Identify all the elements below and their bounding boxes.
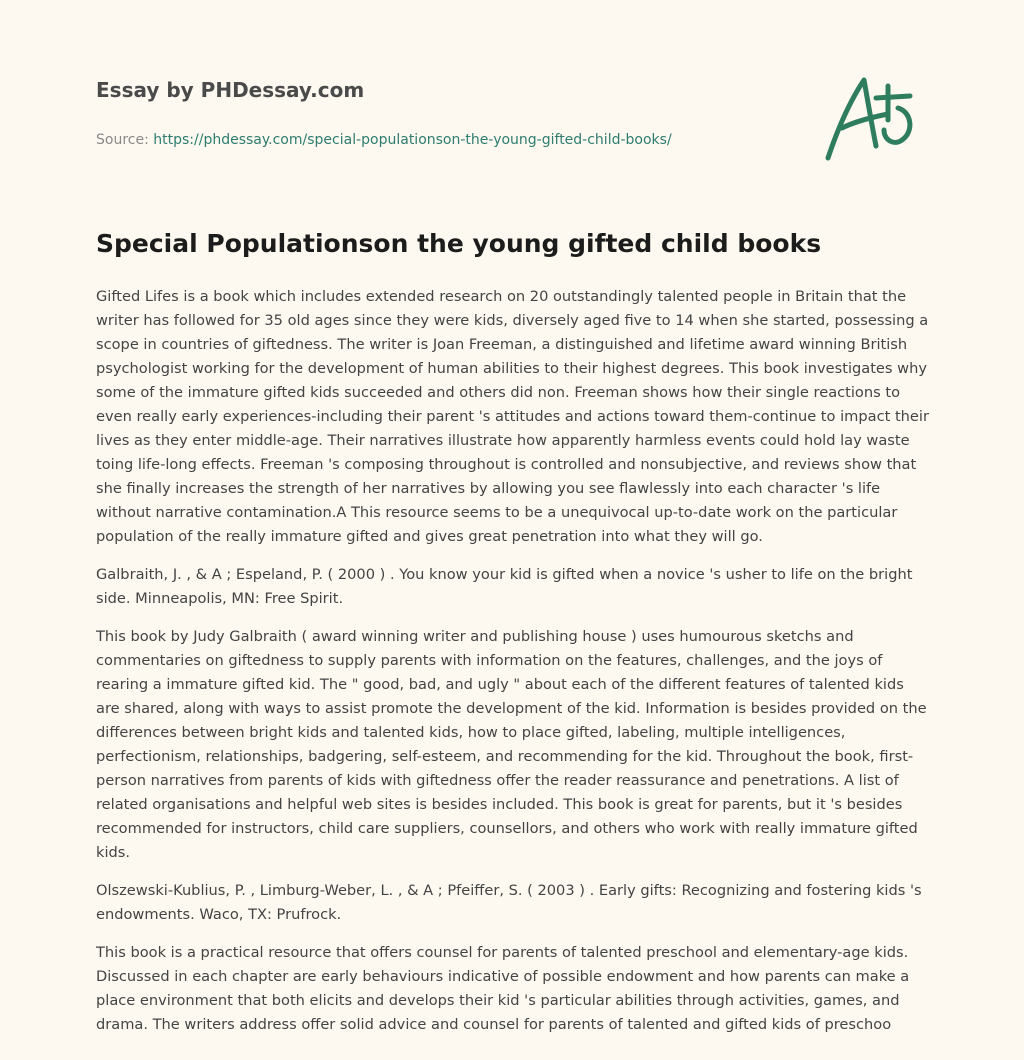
brand-title: Essay by PHDessay.com xyxy=(96,78,365,102)
paragraph: Gifted Lifes is a book which includes extended research on 20 outstandingly talented people in Britain that the writer has followed for 35 old ages since they were kids, diversely aged five to 14 when she started, possessing a scope in countries of giftedness. The writer is Joan Freeman, a distinguished and lifetime award winning British psychologist working for the development of human abilities to their highest degrees. This book investigates why some of the immature gifted kids succeeded and others did non. Freeman shows how their single reactions to even really early experiences-including their parent 's attitudes and actions toward them-continue to impact their lives as they enter middle-age. Their narratives illustrate how apparently harmless events could hold lay waste toing life-long effects. Freeman 's composing throughout is controlled and nonsubjective, and reviews show that she finally increases the strength of her narratives by allowing you see flawlessly into each character 's life without narrative contamination.A This resource seems to be a unequivocal up-to-date work on the particular population of the really immature gifted and gives great penetration into what they will go. xyxy=(96,288,929,545)
article-title: Special Populationson the young gifted child books xyxy=(96,229,822,258)
article-body xyxy=(96,285,930,1051)
source-label: Source: xyxy=(96,132,149,148)
paragraph: Galbraith, J. , & A ; Espeland, P. ( 2000 ) . You know your kid is gifted when a novice 's usher to life on the bright side. Minneapolis, MN: Free Spirit. xyxy=(96,566,913,607)
source-link[interactable]: https://phdessay.com/special-populationson-the-young-gifted-child-books/ xyxy=(153,132,672,148)
page-header xyxy=(96,74,796,150)
a-plus-logo-icon xyxy=(818,68,930,164)
paragraph: This book by Judy Galbraith ( award winning writer and publishing house ) uses humourous sketchs and commentaries on giftedness to supply parents with information on the features, challenges, and the joys of rearing a immature gifted kid. The " good, bad, and ugly " about each of the different features of talented kids are shared, along with ways to assist promote the development of the kid. Information is besides provided on the differences between bright kids and talented kids, how to place gifted, labeling, multiple intelligences, perfectionism, relationships, badgering, self-esteem, and recommending for the kid. Throughout the book, first-person narratives from parents of kids with giftedness offer the reader reassurance and penetrations. A list of related organisations and helpful web sites is besides included. This book is great for parents, but it 's besides recommended for instructors, child care suppliers, counsellors, and others who work with really immature gifted kids. xyxy=(96,628,927,861)
source-line xyxy=(96,130,796,150)
paragraph: Olszewski-Kublius, P. , Limburg-Weber, L. , & A ; Pfeiffer, S. ( 2003 ) . Early gifts: Recognizing and fostering kids 's endowments. Waco, TX: Prufrock. xyxy=(96,882,922,923)
paragraph: This book is a practical resource that offers counsel for parents of talented preschool and elementary-age kids. Discussed in each chapter are early behaviours indicative of possible endowment and how parents can make a place environment that both elicits and develops their kid 's particular abilities through activities, games, and drama. The writers address offer solid advice and counsel for parents of talented and gifted kids of preschoo xyxy=(96,944,910,1033)
